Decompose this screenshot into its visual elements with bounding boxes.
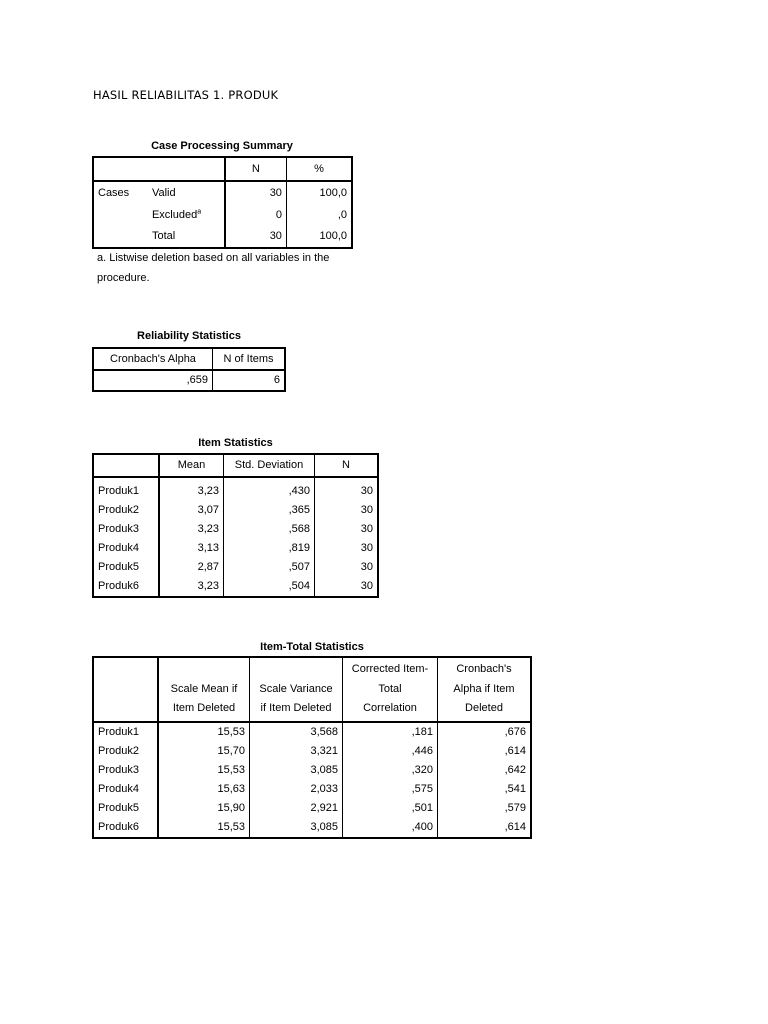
- cell-alpha: ,541: [504, 782, 526, 795]
- cell-pct: 100,0: [319, 186, 347, 199]
- reliability-title: Reliability Statistics: [137, 330, 241, 342]
- cell-corr: ,320: [343, 761, 438, 780]
- cell-n: 30: [360, 485, 373, 497]
- cell-alpha: ,659: [93, 370, 213, 391]
- col-header-scale-mean: Scale Mean if Item Deleted: [158, 657, 250, 722]
- cell-pct: 100,0: [319, 230, 347, 242]
- table-row: [93, 181, 352, 204]
- table-row: [93, 204, 352, 226]
- cell-scale-var: 2,033: [250, 780, 343, 799]
- cell-scale-mean: 15,53: [158, 722, 250, 742]
- table-header-row: [93, 348, 285, 370]
- cell-scale-var: 2,921: [250, 799, 343, 818]
- cell-items: 6: [273, 374, 280, 386]
- row-label: Excluded$^a$: [148, 204, 225, 226]
- table-row: [93, 799, 531, 818]
- cell-alpha: ,676: [504, 725, 526, 738]
- cell-corr: ,575: [343, 780, 438, 799]
- item-total-table: [92, 656, 532, 839]
- row-label: Produk6: [93, 818, 158, 838]
- row-label: Produk3: [93, 761, 158, 780]
- table-row: [93, 539, 378, 558]
- case-summary-table: [92, 156, 353, 249]
- row-label: Produk4: [93, 539, 159, 558]
- table-footnote: a. Listwise deletion based on all variables in the procedure.: [97, 252, 330, 284]
- row-label: Valid: [148, 181, 225, 204]
- row-label: Produk1: [93, 477, 159, 501]
- cell-alpha: ,614: [504, 820, 526, 833]
- table-row: [93, 520, 378, 539]
- cell-alpha: ,614: [504, 744, 526, 757]
- col-header-corrected-corr: Corrected Item- Total Correlation: [343, 657, 438, 722]
- cell-mean: 3,07: [159, 501, 224, 520]
- col-header-n: N: [225, 157, 287, 181]
- cell-n: 30: [360, 504, 373, 516]
- item-stats-title: Item Statistics: [198, 437, 273, 449]
- table-row: [93, 818, 531, 838]
- reliability-table: [92, 347, 286, 392]
- cell-sd: ,507: [224, 558, 315, 577]
- cell-scale-var: 3,085: [250, 761, 343, 780]
- cell-sd: ,430: [224, 477, 315, 501]
- row-label: Produk2: [93, 742, 158, 761]
- col-header-sd: Std. Deviation: [224, 454, 315, 477]
- cell-alpha: ,642: [504, 763, 526, 776]
- table-row: [93, 558, 378, 577]
- cell-scale-mean: 15,90: [158, 799, 250, 818]
- item-stats-table: [92, 453, 379, 598]
- cell-n: 30: [360, 542, 373, 554]
- table-row: [93, 477, 378, 501]
- row-label: Produk1: [93, 722, 158, 742]
- cell-corr: ,501: [343, 799, 438, 818]
- cell-mean: 3,13: [159, 539, 224, 558]
- row-label: Produk6: [93, 577, 159, 597]
- cell-n: 0: [225, 204, 287, 226]
- cell-sd: ,819: [224, 539, 315, 558]
- item-total-title: Item-Total Statistics: [260, 641, 364, 653]
- cell-scale-mean: 15,63: [158, 780, 250, 799]
- cell-n: 30: [360, 523, 373, 535]
- cell-sd: ,504: [224, 577, 315, 597]
- table-header-row: [93, 454, 378, 477]
- cell-mean: 2,87: [159, 558, 224, 577]
- cell-sd: ,365: [224, 501, 315, 520]
- cell-sd: ,568: [224, 520, 315, 539]
- row-group-label: Cases: [98, 186, 130, 199]
- table-row: [93, 742, 531, 761]
- col-header-pct: %: [286, 157, 352, 181]
- row-label: Produk4: [93, 780, 158, 799]
- table-row: [93, 577, 378, 597]
- table-header-row: [93, 157, 352, 181]
- page-heading: HASIL RELIABILITAS 1. PRODUK: [93, 88, 279, 102]
- table-header-row: [93, 657, 531, 722]
- cell-pct: ,0: [337, 208, 347, 221]
- table-row: [93, 226, 352, 248]
- cell-mean: 3,23: [159, 520, 224, 539]
- cell-scale-var: 3,085: [250, 818, 343, 838]
- cell-scale-mean: 15,70: [158, 742, 250, 761]
- col-header-items: N of Items: [213, 348, 286, 370]
- row-label: Produk5: [93, 799, 158, 818]
- row-label: Total: [148, 226, 225, 248]
- table-row: [93, 501, 378, 520]
- cell-n: 30: [360, 561, 373, 573]
- col-header-scale-var: Scale Variance if Item Deleted: [250, 657, 343, 722]
- cell-n: 30: [225, 226, 287, 248]
- cell-alpha: ,579: [504, 801, 526, 814]
- row-label: Produk3: [93, 520, 159, 539]
- cell-n: 30: [360, 580, 373, 592]
- col-header-n: N: [315, 454, 379, 477]
- table-row: [93, 722, 531, 742]
- table-row: [93, 761, 531, 780]
- cell-corr: ,400: [343, 818, 438, 838]
- col-header-alpha-deleted: Cronbach's Alpha if Item Deleted: [438, 657, 532, 722]
- cell-scale-var: 3,321: [250, 742, 343, 761]
- table-row: [93, 370, 285, 391]
- cell-mean: 3,23: [159, 477, 224, 501]
- cell-corr: ,181: [343, 722, 438, 742]
- cell-mean: 3,23: [159, 577, 224, 597]
- cell-scale-var: 3,568: [250, 722, 343, 742]
- case-summary-title: Case Processing Summary: [151, 140, 293, 152]
- col-header-alpha: Cronbach's Alpha: [93, 348, 213, 370]
- cell-corr: ,446: [343, 742, 438, 761]
- cell-scale-mean: 15,53: [158, 818, 250, 838]
- row-label: Produk2: [93, 501, 159, 520]
- cell-scale-mean: 15,53: [158, 761, 250, 780]
- table-row: [93, 780, 531, 799]
- row-label: Produk5: [93, 558, 159, 577]
- col-header-mean: Mean: [159, 454, 224, 477]
- cell-n: 30: [225, 181, 287, 204]
